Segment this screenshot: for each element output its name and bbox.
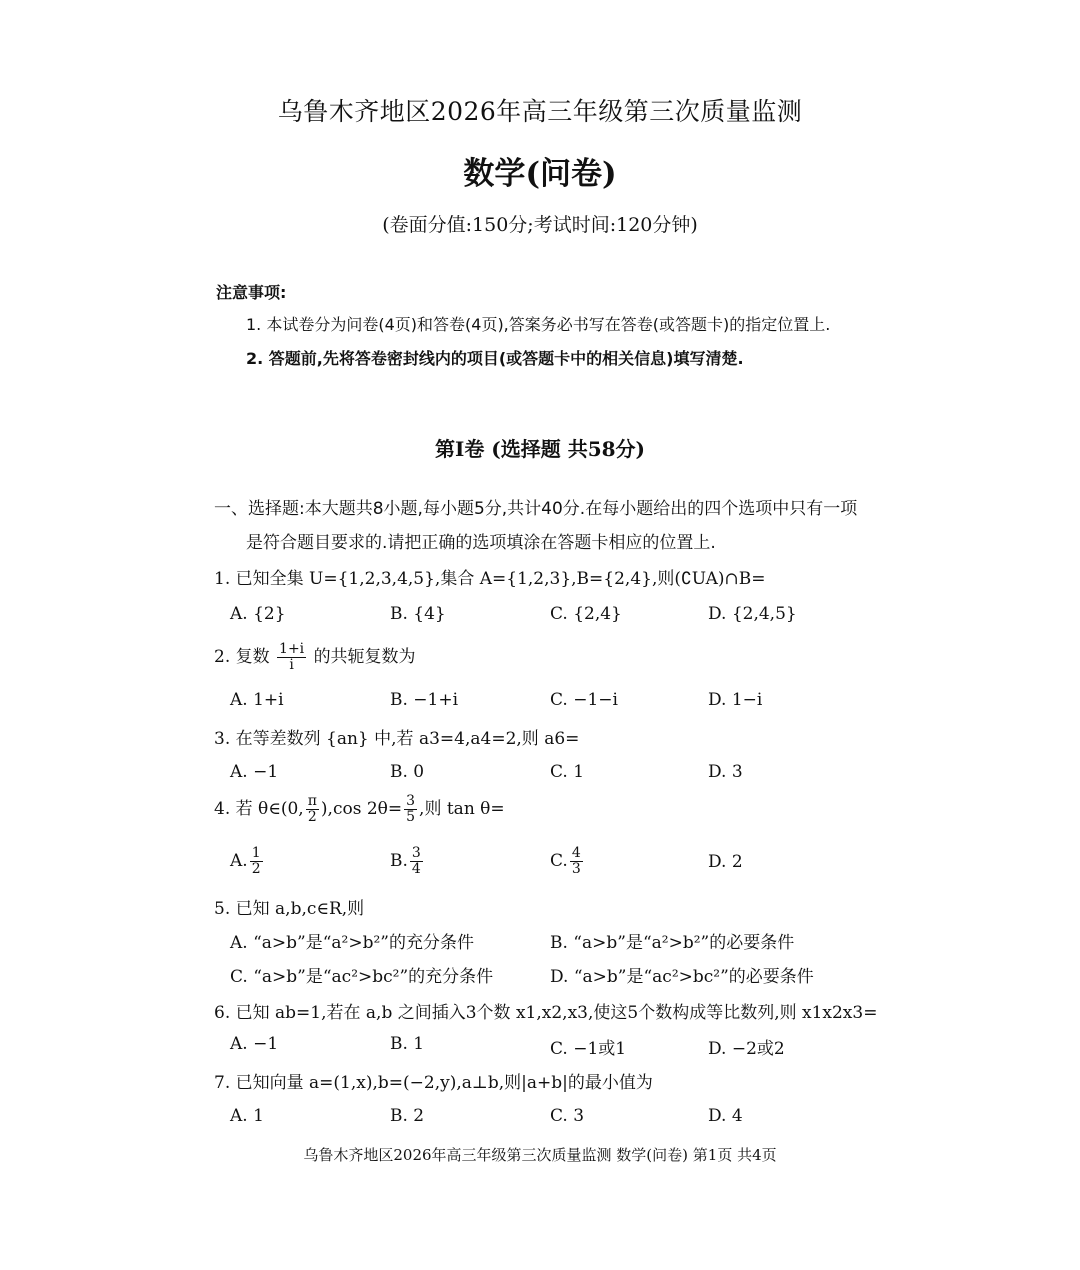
q4-c-label: C. [550, 851, 568, 871]
q2-stem-post: 的共轭复数为 [313, 647, 416, 667]
q2-option-c: C. −1−i [550, 690, 618, 710]
notice-item-2: 2. 答题前,先将答卷密封线内的项目(或答题卡中的相关信息)填写清楚. [246, 349, 744, 368]
q4-b-den: 4 [411, 861, 421, 877]
q6-option-d: D. −2或2 [708, 1039, 785, 1059]
q6-option-b: B. 1 [390, 1034, 425, 1054]
notice-heading: 注意事项: [216, 283, 287, 302]
q4-a-label: A. [230, 851, 248, 871]
q1-option-b: B. {4} [390, 604, 446, 624]
question-1-stem: 1. 已知全集 U={1,2,3,4,5},集合 A={1,2,3},B={2,4},则(∁UA)∩B= [214, 569, 766, 589]
subject-title: 数学(问卷) [463, 156, 617, 192]
page-footer: 乌鲁木齐地区2026年高三年级第三次质量监测 数学(问卷) 第1页 共4页 [303, 1146, 777, 1164]
q5-option-d: D. “a>b”是“ac²>bc²”的必要条件 [550, 967, 814, 987]
q2-stem-pre: 2. 复数 [214, 647, 270, 667]
q4-stem-pre: 4. 若 θ∈(0, [214, 799, 304, 819]
section-title: 第Ⅰ卷 (选择题 共58分) [434, 437, 646, 461]
q4-pi-den: 2 [307, 809, 317, 825]
q1-option-a: A. {2} [230, 604, 286, 624]
q4-a-fraction [250, 846, 263, 877]
section-intro-line-1: 一、选择题:本大题共8小题,每小题5分,共计40分.在每小题给出的四个选项中只有一项 [214, 499, 858, 519]
q4-cos-den: 5 [406, 809, 416, 825]
question-2-stem [214, 642, 416, 673]
q4-stem-mid: ),cos 2θ= [320, 799, 403, 819]
exam-title: 乌鲁木齐地区2026年高三年级第三次质量监测 [277, 97, 803, 126]
section-intro-line-2: 是符合题目要求的.请把正确的选项填涂在答题卡相应的位置上. [246, 533, 716, 553]
q4-a-num: 1 [251, 845, 261, 861]
q2-option-b: B. −1+i [390, 690, 459, 710]
notice-item-1: 1. 本试卷分为问卷(4页)和答卷(4页),答案务必书写在答卷(或答题卡)的指定位置上. [246, 315, 831, 334]
q3-option-c: C. 1 [550, 762, 585, 782]
q4-pi-num: π [307, 793, 317, 809]
q3-option-d: D. 3 [708, 762, 743, 782]
q4-a-den: 2 [251, 861, 261, 877]
q4-stem-post: ,则 tan θ= [419, 799, 505, 819]
q2-frac-den: i [289, 657, 294, 673]
q2-fraction [277, 642, 306, 673]
q5-option-c: C. “a>b”是“ac²>bc²”的充分条件 [230, 967, 494, 987]
q4-cos-fraction [404, 794, 417, 825]
score-time-info: (卷面分值:150分;考试时间:120分钟) [382, 214, 698, 236]
q6-option-a: A. −1 [230, 1034, 279, 1054]
question-3-stem: 3. 在等差数列 {an} 中,若 a3=4,a4=2,则 a6= [214, 729, 580, 749]
question-5-stem: 5. 已知 a,b,c∈R,则 [214, 899, 365, 919]
q4-c-fraction [570, 846, 583, 877]
q4-b-label: B. [390, 851, 408, 871]
q1-option-d: D. {2,4,5} [708, 604, 797, 624]
q2-option-a: A. 1+i [230, 690, 284, 710]
q7-option-c: C. 3 [550, 1106, 585, 1126]
q6-option-c: C. −1或1 [550, 1039, 627, 1059]
q4-option-c [550, 846, 585, 877]
q4-option-b [390, 846, 425, 877]
q3-option-a: A. −1 [230, 762, 279, 782]
q4-c-num: 4 [571, 845, 581, 861]
q5-option-b: B. “a>b”是“a²>b²”的必要条件 [550, 933, 795, 953]
question-4-stem [214, 794, 505, 825]
q4-option-d: D. 2 [708, 852, 743, 872]
q4-b-fraction [410, 846, 423, 877]
q3-option-b: B. 0 [390, 762, 425, 782]
q7-option-b: B. 2 [390, 1106, 425, 1126]
q7-option-d: D. 4 [708, 1106, 743, 1126]
question-6-stem: 6. 已知 ab=1,若在 a,b 之间插入3个数 x1,x2,x3,使这5个数构成等比数列,则 x1x2x3= [214, 1003, 878, 1023]
q2-frac-num: 1+i [279, 641, 305, 657]
q4-c-den: 3 [571, 861, 581, 877]
q1-option-c: C. {2,4} [550, 604, 622, 624]
q4-b-num: 3 [411, 845, 421, 861]
q2-option-d: D. 1−i [708, 690, 763, 710]
question-7-stem: 7. 已知向量 a=(1,x),b=(−2,y),a⊥b,则|a+b|的最小值为 [214, 1073, 653, 1093]
q4-cos-num: 3 [406, 793, 416, 809]
q4-pi-fraction [306, 794, 319, 825]
q4-option-a [230, 846, 265, 877]
q7-option-a: A. 1 [230, 1106, 264, 1126]
q5-option-a: A. “a>b”是“a²>b²”的充分条件 [230, 933, 475, 953]
